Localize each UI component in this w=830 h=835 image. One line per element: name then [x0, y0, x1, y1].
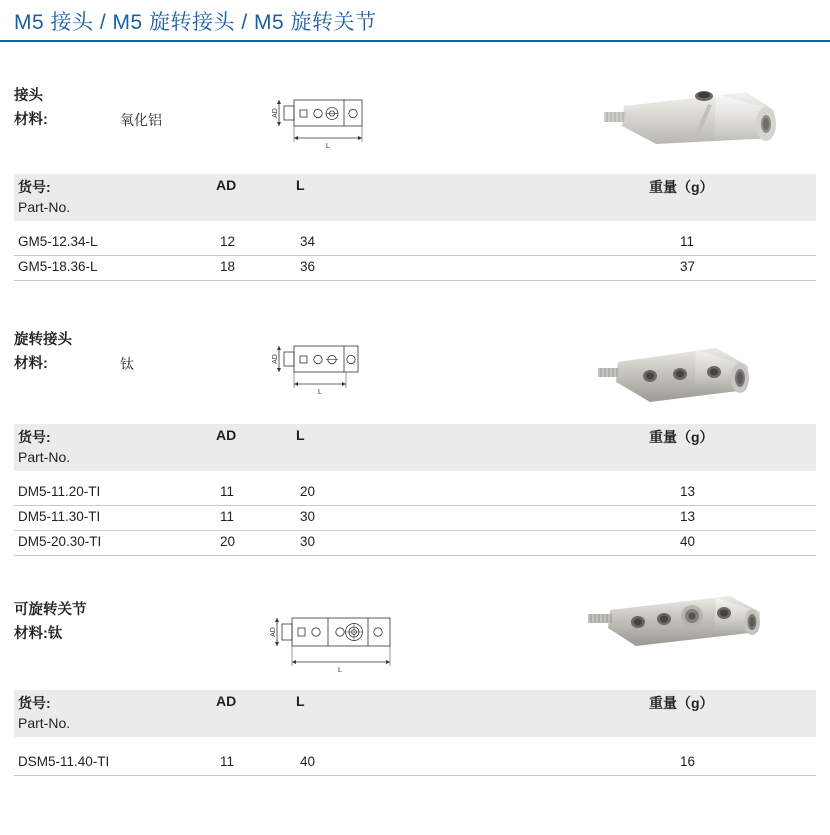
table-row: [14, 506, 816, 531]
section-name-label: 旋转接头: [14, 332, 72, 348]
title-divider: [0, 40, 830, 42]
cell-part-no: DSM5-11.40-TI: [18, 754, 110, 769]
technical-drawing-coupling: [270, 80, 420, 160]
cell-l: 20: [300, 484, 316, 499]
cell-part-no: GM5-12.34-L: [18, 234, 98, 249]
drawing-label-l: L: [326, 143, 330, 150]
header-part-en: Part-No.: [18, 449, 71, 465]
header-ad: AD: [216, 427, 237, 443]
cell-l: 30: [300, 534, 316, 549]
cell-ad: 11: [220, 754, 235, 769]
technical-drawing-rotary-coupling: [270, 318, 420, 413]
section-material-label: 材料:: [14, 112, 48, 128]
section-name-label: 可旋转关节: [14, 602, 87, 618]
cell-l: 34: [300, 234, 316, 249]
header-l: L: [296, 693, 305, 709]
cell-part-no: DM5-11.20-TI: [18, 484, 101, 499]
drawing-label-ad: AD: [270, 627, 277, 637]
product-photo-rotary-joint: [570, 580, 770, 660]
header-l: L: [296, 427, 305, 443]
cell-ad: 11: [220, 509, 235, 524]
table-row: [14, 751, 816, 776]
product-photo-coupling: [596, 74, 786, 164]
table-row: [14, 231, 816, 256]
section-material-label: 材料:: [14, 356, 48, 372]
cell-ad: 12: [220, 234, 236, 249]
header-weight: 重量（g）: [649, 695, 714, 711]
table-row: [14, 256, 816, 281]
drawing-label-ad: AD: [272, 108, 279, 118]
header-l: L: [296, 177, 305, 193]
cell-weight: 13: [680, 484, 696, 499]
cell-l: 30: [300, 509, 316, 524]
cell-ad: 20: [220, 534, 236, 549]
section-name-label: 接头: [14, 88, 43, 104]
cell-weight: 37: [680, 259, 696, 274]
section-material-value: 钛: [120, 356, 134, 372]
table-row: [14, 481, 816, 506]
header-weight: 重量（g）: [649, 429, 714, 445]
header-part-cn: 货号:: [18, 429, 51, 445]
table-row: [14, 531, 816, 556]
page-title: M5 接头 / M5 旋转接头 / M5 旋转关节: [14, 11, 377, 34]
header-ad: AD: [216, 693, 237, 709]
header-part-en: Part-No.: [18, 199, 71, 215]
cell-weight: 13: [680, 509, 696, 524]
section-material-value: 氧化铝: [120, 112, 162, 128]
table-header: [14, 424, 816, 471]
table-rotary-joint: [14, 690, 816, 776]
header-weight: 重量（g）: [649, 179, 714, 195]
cell-weight: 11: [680, 234, 695, 249]
cell-l: 36: [300, 259, 316, 274]
drawing-label-l: L: [318, 389, 322, 396]
cell-ad: 18: [220, 259, 236, 274]
cell-part-no: GM5-18.36-L: [18, 259, 98, 274]
table-header: [14, 690, 816, 737]
cell-ad: 11: [220, 484, 235, 499]
cell-l: 40: [300, 754, 316, 769]
cell-part-no: DM5-20.30-TI: [18, 534, 102, 549]
cell-weight: 16: [680, 754, 696, 769]
header-part-cn: 货号:: [18, 179, 51, 195]
section-material-label: 材料:钛: [14, 626, 63, 642]
cell-weight: 40: [680, 534, 696, 549]
table-rotary-coupling: [14, 424, 816, 556]
table-coupling: [14, 174, 816, 281]
header-part-cn: 货号:: [18, 695, 51, 711]
drawing-label-ad: AD: [272, 354, 279, 364]
cell-part-no: DM5-11.30-TI: [18, 509, 101, 524]
table-header: [14, 174, 816, 221]
header-ad: AD: [216, 177, 237, 193]
header-part-en: Part-No.: [18, 715, 71, 731]
product-photo-rotary-coupling: [588, 332, 768, 412]
technical-drawing-rotary-joint: [268, 604, 428, 694]
drawing-label-l: L: [338, 667, 342, 674]
